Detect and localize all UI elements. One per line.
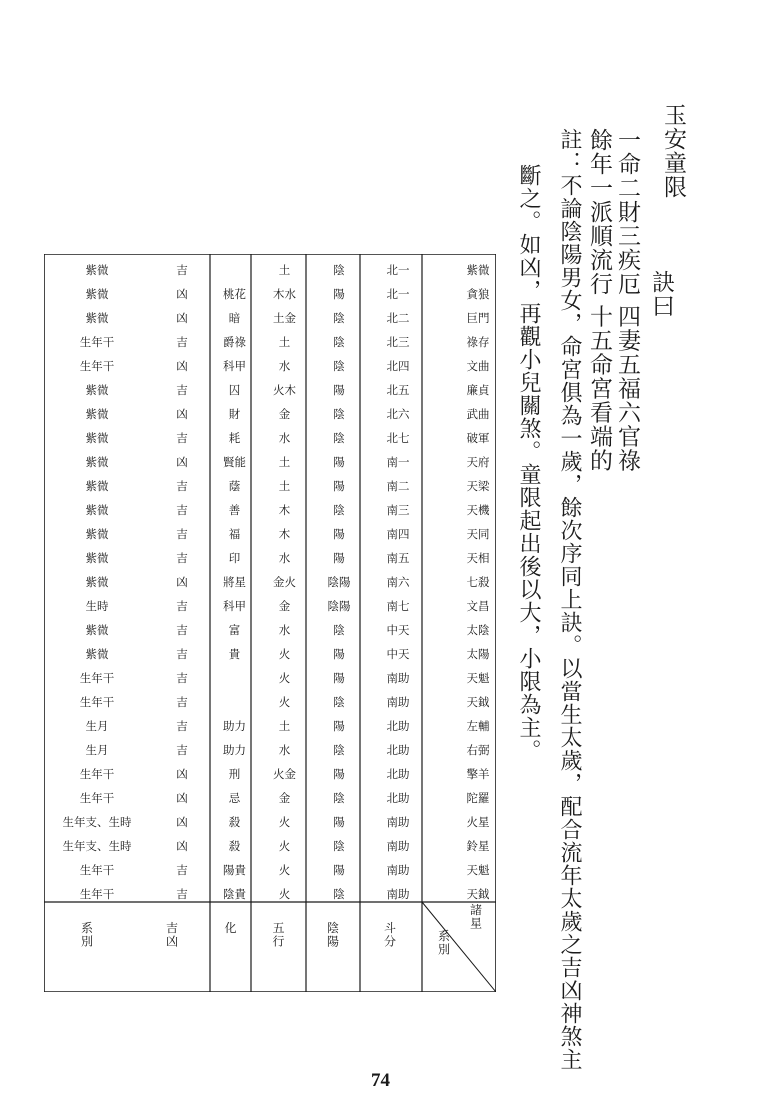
table-cell: 木水 [273,287,296,301]
table-cell: 凶 [176,359,188,373]
table-cell: 北五 [386,383,410,397]
table-cell: 土 [278,263,291,277]
table-cell: 紫微 [85,503,109,517]
table-cell: 天梁 [466,479,490,493]
table-cell: 火 [278,647,291,661]
table-cell: 陰陽 [327,575,351,589]
table-cell: 北二 [386,311,410,325]
table-cell: 陰 [333,743,345,757]
table-cell: 陽 [333,671,345,685]
table-cell: 土金 [273,311,296,325]
table-cell: 陽 [333,719,345,733]
table-cell: 左輔 [466,719,490,733]
table-cell: 凶 [176,791,188,805]
table-cell: 生時 [85,599,109,613]
table-cell: 南助 [386,671,410,685]
table-cell: 吉 [176,479,188,493]
table-cell: 紫微 [85,383,109,397]
table-cell: 南助 [386,863,410,877]
table-cell: 福 [228,527,241,541]
table-cell: 紫微 [85,551,109,565]
table-cell: 太陽 [466,647,490,661]
table-cell: 凶 [176,287,188,301]
table-cell: 蔭 [228,479,241,493]
table-cell: 陽 [333,383,345,397]
table-cell: 北助 [386,767,410,781]
page-number: 74 [371,1070,390,1091]
table-cell: 北助 [386,791,410,805]
table-cell: 巨門 [466,311,490,325]
table-cell: 祿存 [466,335,490,349]
section-title: 玉安童限 [660,103,686,199]
table-cell: 陽 [333,455,345,469]
table-cell: 善 [228,503,241,517]
table-cell: 吉 [176,671,188,685]
table-cell: 生年干 [79,359,115,373]
table-cell: 陰 [333,263,345,277]
table-cell: 生年干 [79,791,115,805]
table-cell: 生年干 [79,335,115,349]
table-cell: 吉 [176,383,188,397]
table-cell: 助力 [223,743,246,757]
table-cell: 吉 [176,695,188,709]
table-cell: 陽 [333,551,345,565]
table-cell: 天鉞 [466,887,490,901]
table-cell: 吉 [176,887,188,901]
table-cell: 吉 [176,623,188,637]
table-cell: 中天 [386,623,410,637]
table-cell: 水 [278,359,291,373]
table-cell: 太陰 [466,623,490,637]
table-cell: 陰陽 [327,599,351,613]
table-cell: 文昌 [466,599,490,613]
table-cell: 陰 [333,839,345,853]
table-cell: 天府 [466,455,490,469]
table-cell: 天鉞 [466,695,490,709]
table-cell: 紫微 [85,287,109,301]
table-cell: 天機 [466,503,490,517]
table-cell: 陰 [333,623,345,637]
table-cell: 凶 [176,407,188,421]
table-cell: 陽 [333,527,345,541]
table-cell: 北七 [386,431,410,445]
table-cell: 吉 [176,863,188,877]
table-cell: 武曲 [466,407,490,421]
table-cell: 鈴星 [466,839,490,853]
table-cell: 紫微 [85,431,109,445]
table-cell: 火 [278,863,291,877]
table-cell: 南六 [386,575,410,589]
table-cell: 生年支、生時 [62,815,132,829]
header-stars-label: 諸星 [469,903,483,931]
table-cell: 生年干 [79,863,115,877]
table-cell: 凶 [176,815,188,829]
table-cell: 陰 [333,359,345,373]
table-cell: 囚 [228,383,241,397]
row-label-3: 五行 [272,921,285,949]
row-label-6: 系別 [80,921,94,949]
table-cell: 右弼 [466,743,490,757]
table-cell: 南三 [386,503,410,517]
table-cell: 陰 [333,431,345,445]
table-cell: 吉 [176,527,188,541]
table-cell: 凶 [176,455,188,469]
table-cell: 殺 [228,839,241,853]
verse-label: 訣曰 [648,270,674,318]
table-cell: 水 [278,743,291,757]
table-cell: 刑 [228,767,241,781]
table-cell: 凶 [176,839,188,853]
table-cell: 陰 [333,887,345,901]
table-cell: 金火 [273,575,296,589]
header-category-label: 系別 [437,929,451,957]
table-cell: 殺 [228,815,241,829]
table-cell: 火 [278,695,291,709]
table-cell: 天同 [466,527,490,541]
table-cell: 吉 [176,335,188,349]
table-cell: 北助 [386,743,410,757]
table-cell: 陰 [333,407,345,421]
table-cell: 天相 [466,551,490,565]
table-cell: 火 [278,815,291,829]
table-cell: 科甲 [223,359,246,373]
star-table [44,254,496,992]
table-cell: 陽 [333,863,345,877]
table-cell: 貪狼 [466,287,490,301]
table-cell: 將星 [223,575,246,589]
table-cell: 陽 [333,479,345,493]
table-cell: 火金 [273,767,296,781]
row-label-2: 陰陽 [326,921,340,949]
table-cell: 文曲 [466,359,490,373]
table-cell: 土 [278,479,291,493]
table-cell: 陰 [333,311,345,325]
table-cell: 木 [278,527,291,541]
table-cell: 金 [278,407,291,421]
table-cell: 天魁 [466,863,490,877]
table-cell: 凶 [176,311,188,325]
table-cell: 吉 [176,263,188,277]
note-line-2: 斷之。如凶，再觀小兒關煞。童限起出後以大，小限為主。 [516,164,541,762]
table-cell: 火 [278,839,291,853]
table-cell: 貴 [228,647,241,661]
table-cell: 紫微 [85,575,109,589]
table-cell: 凶 [176,767,188,781]
table-cell: 紫微 [85,647,109,661]
table-cell: 生月 [85,743,109,757]
table-cell: 南助 [386,815,410,829]
table-cell: 南一 [386,455,410,469]
table-cell: 桃花 [223,287,246,301]
table-cell: 生年干 [79,695,115,709]
table-cell: 北三 [386,335,410,349]
table-cell: 陰 [333,503,345,517]
table-cell: 科甲 [223,599,246,613]
table-cell: 生年干 [79,767,115,781]
table-cell: 耗 [228,431,241,445]
table-cell: 南二 [386,479,410,493]
note-line-1: 註：不論陰陽男女，命宮俱為一歲，餘次序同上訣。以當生太歲，配合流年太歲之吉凶神煞主 [557,128,582,1071]
table-cell: 金 [278,791,291,805]
table-cell: 吉 [176,431,188,445]
table-cell: 南助 [386,695,410,709]
table-cell: 北六 [386,407,410,421]
table-cell: 生年干 [79,671,115,685]
table-cell: 爵祿 [223,335,246,349]
table-cell: 南助 [386,887,410,901]
table-cell: 北一 [386,263,410,277]
table-cell: 賢能 [223,455,246,469]
table-cell: 北一 [386,287,410,301]
table-cell: 陰 [333,695,345,709]
table-cell: 紫微 [85,527,109,541]
table-cell: 水 [278,623,291,637]
table-cell: 吉 [176,743,188,757]
table-cell: 印 [228,551,241,565]
table-cell: 破軍 [466,431,490,445]
table-cell: 七殺 [466,575,490,589]
table-cell: 吉 [176,503,188,517]
table-cell: 陰 [333,791,345,805]
table-cell: 南四 [386,527,410,541]
table-cell: 南七 [386,599,410,613]
table-cell: 陰 [333,335,345,349]
verse-line-1: 一命二財三疾厄 四妻五福六官祿 [614,128,640,473]
table-cell: 生年干 [79,887,115,901]
table-cell: 火木 [273,383,296,397]
table-cell: 陽 [333,767,345,781]
table-cell: 土 [278,455,291,469]
table-cell: 木 [278,503,291,517]
table-cell: 富 [228,623,241,637]
table-cell: 陽 [333,287,345,301]
table-cell: 土 [278,719,291,733]
table-cell: 北助 [386,719,410,733]
table-cell: 火星 [466,815,490,829]
table-cell: 廉貞 [466,383,490,397]
table-cell: 北四 [386,359,410,373]
table-cell: 南五 [386,551,410,565]
table-cell: 吉 [176,551,188,565]
table-cell: 生年支、生時 [62,839,132,853]
table-cell: 忌 [228,791,241,805]
table-cell: 火 [278,671,291,685]
table-cell: 生月 [85,719,109,733]
row-label-4: 化 [224,921,237,935]
table-cell: 紫微 [466,263,490,277]
table-cell: 陽 [333,815,345,829]
table-cell: 紫微 [85,479,109,493]
row-label-1: 斗分 [383,921,397,949]
table-cell: 陽 [333,647,345,661]
table-cell: 陀羅 [466,791,490,805]
table-cell: 紫微 [85,407,109,421]
table-cell: 紫微 [85,311,109,325]
table-cell: 中天 [386,647,410,661]
table-cell: 吉 [176,647,188,661]
verse-line-2: 餘年一派順流行 十五命宮看端的 [586,128,612,473]
table-cell: 金 [278,599,291,613]
table-cell: 紫微 [85,623,109,637]
row-label-5: 吉凶 [165,921,179,949]
table-cell: 陽貴 [223,863,246,877]
table-cell: 凶 [176,575,188,589]
table-cell: 紫微 [85,455,109,469]
table-cell: 暗 [228,311,241,325]
table-cell: 紫微 [85,263,109,277]
table-cell: 水 [278,431,291,445]
table-cell: 助力 [223,719,246,733]
table-cell: 陰貴 [223,887,246,901]
table-cell: 財 [228,407,241,421]
table-cell: 南助 [386,839,410,853]
table-cell: 擎羊 [466,767,490,781]
table-cell: 土 [278,335,291,349]
table-cell: 吉 [176,719,188,733]
table-cell: 水 [278,551,291,565]
table-cell: 天魁 [466,671,490,685]
table-cell: 火 [278,887,291,901]
table-cell: 吉 [176,599,188,613]
